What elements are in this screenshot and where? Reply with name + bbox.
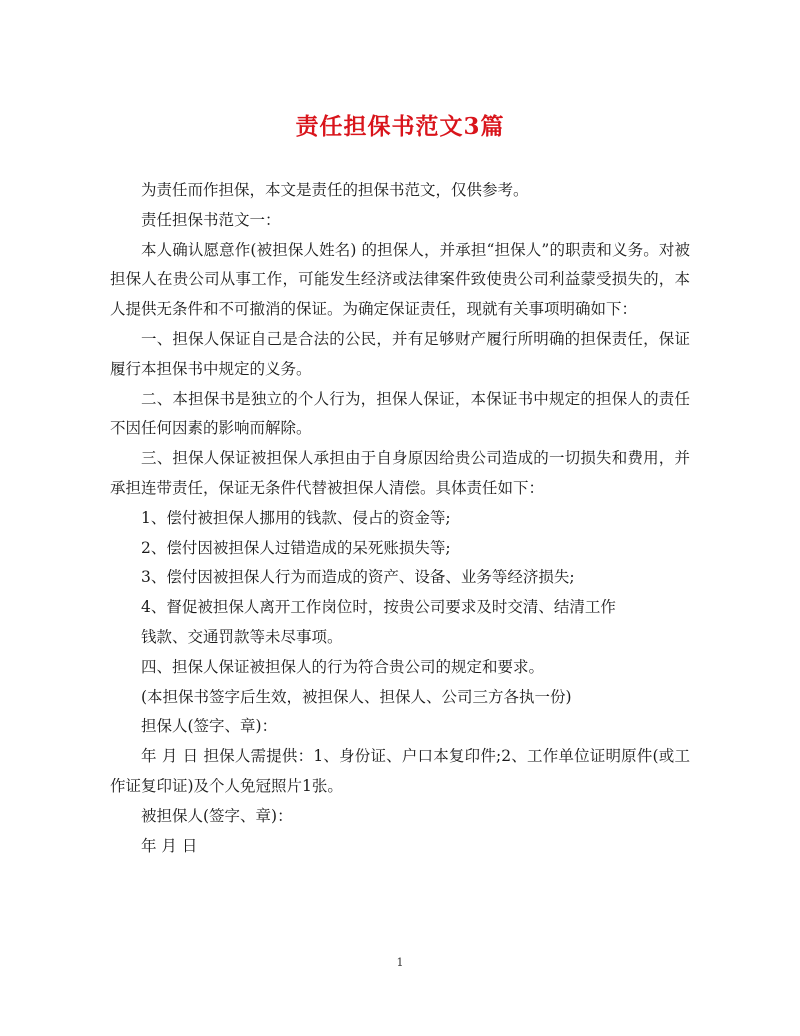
date-line: 年 月 日 bbox=[141, 836, 198, 855]
effect-note-paragraph: (本担保书签字后生效，被担保人、担保人、公司三方各执一份) bbox=[141, 687, 572, 706]
clause-one-paragraph: 一、担保人保证自己是合法的公民，并有足够财产履行所明确的担保责任，保证履行本担保书中规定的义务。 bbox=[110, 329, 690, 378]
section-heading-one: 责任担保书范文一： bbox=[141, 210, 281, 229]
clause-four-paragraph: 四、担保人保证被担保人的行为符合贵公司的规定和要求。 bbox=[141, 657, 545, 676]
guaranteed-signature-line: 被担保人(签字、章)： bbox=[141, 806, 293, 825]
liability-item-2: 2、偿付因被担保人过错造成的呆死账损失等; bbox=[141, 538, 451, 557]
guarantor-statement-paragraph: 本人确认愿意作(被担保人姓名) 的担保人，并承担“担保人”的职责和义务。对被担保人在贵公司从事工作，可能发生经济或法律案件致使贵公司利益蒙受损失的，本人提供无条件和不可撤消的保证。为确定保证责任，现就有关事项明确如下： bbox=[110, 240, 690, 319]
page-number: 1 bbox=[396, 956, 404, 969]
page-title: 责任担保书范文3篇 bbox=[295, 113, 505, 140]
clause-two-paragraph: 二、本担保书是独立的个人行为，担保人保证，本保证书中规定的担保人的责任不因任何因素的影响而解除。 bbox=[110, 389, 690, 438]
liability-item-4: 4、督促被担保人离开工作岗位时，按贵公司要求及时交清、结清工作 bbox=[141, 598, 616, 617]
liability-item-3: 3、偿付因被担保人行为而造成的资产、设备、业务等经济损失; bbox=[141, 568, 575, 587]
liability-item-4-continued: 钱款、交通罚款等未尽事项。 bbox=[141, 627, 343, 646]
guarantor-requirements-paragraph: 年 月 日 担保人需提供：1、身份证、户口本复印件;2、工作单位证明原件(或工作证复印证)及个人免冠照片1张。 bbox=[110, 747, 690, 795]
guarantor-signature-line: 担保人(签字、章)： bbox=[141, 717, 278, 736]
document-body bbox=[110, 176, 690, 861]
clause-three-paragraph: 三、担保人保证被担保人承担由于自身原因给贵公司造成的一切损失和费用，并承担连带责任，保证无条件代替被担保人清偿。具体责任如下： bbox=[110, 449, 690, 497]
intro-paragraph: 为责任而作担保，本文是责任的担保书范文，仅供参考。 bbox=[141, 181, 529, 199]
liability-item-1: 1、偿付被担保人挪用的钱款、侵占的资金等; bbox=[141, 508, 451, 527]
